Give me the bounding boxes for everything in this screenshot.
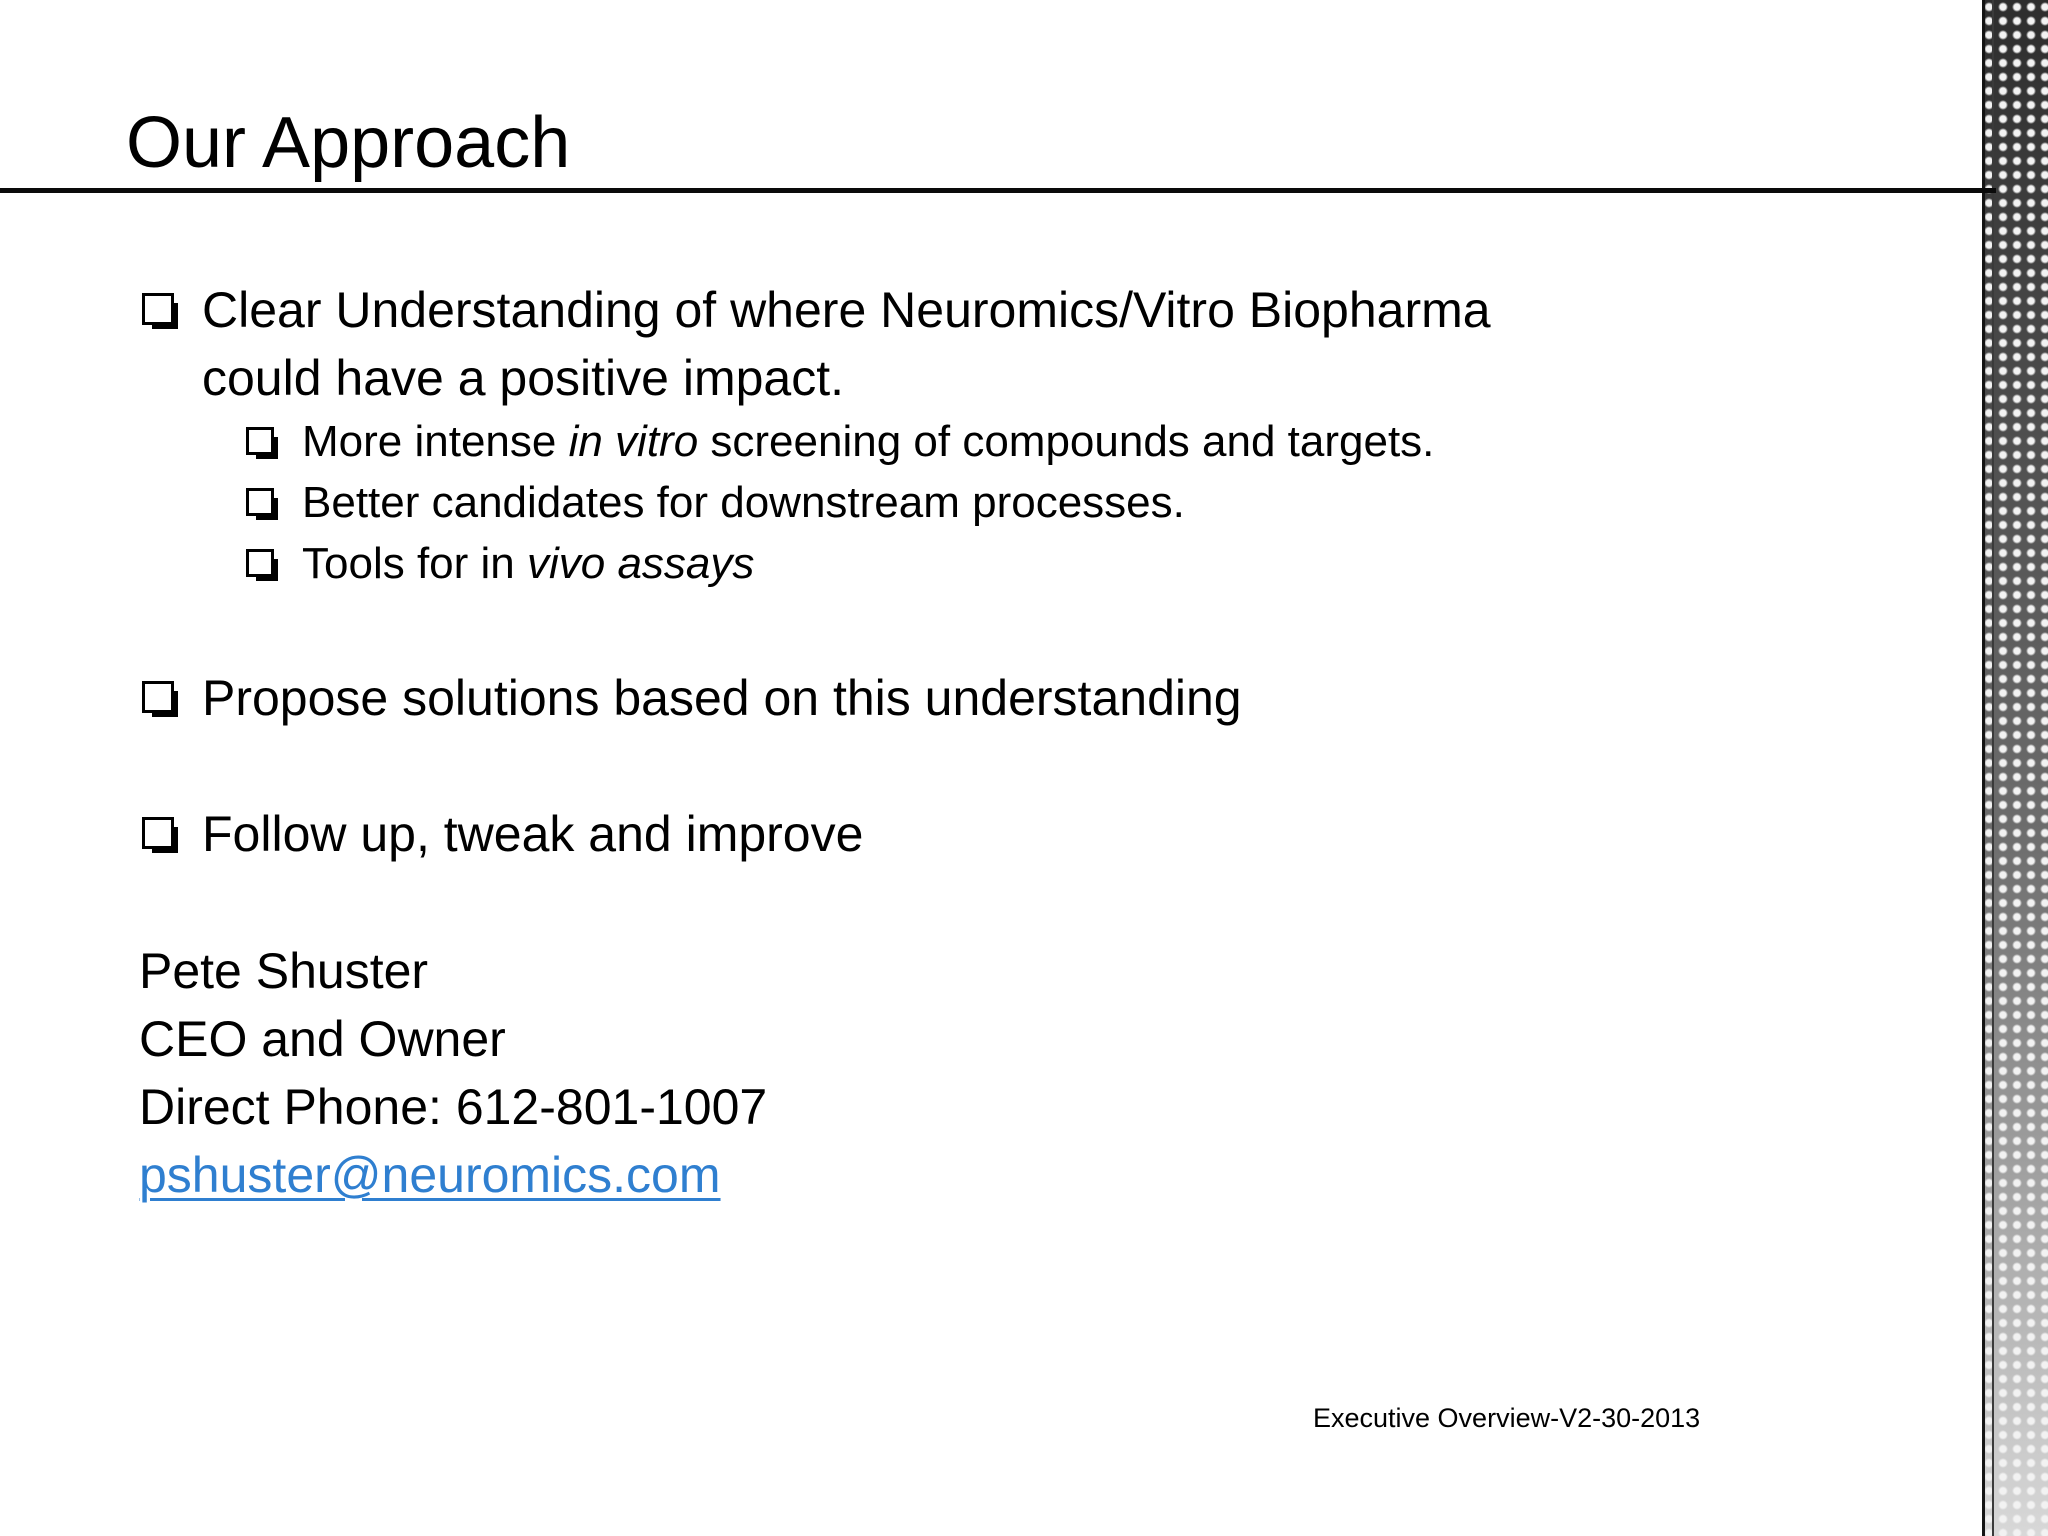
bullet-follow-up (142, 800, 863, 868)
subbullet-in-vitro-screening (246, 411, 1434, 472)
subbullet-italic-term: in vitro (568, 417, 699, 466)
bullet-propose-solutions (142, 664, 1242, 732)
bullet-text (202, 276, 1491, 412)
contact-email-line (139, 1141, 721, 1209)
footer-version-label: Executive Overview-V2-30-2013 (1313, 1403, 1701, 1433)
bullet-understanding (142, 276, 1491, 412)
checkbox-square-icon (246, 488, 274, 516)
edge-divider-line (1982, 0, 1985, 1536)
contact-role: CEO and Owner (139, 1011, 506, 1067)
subbullet-text-part: More intense (302, 417, 569, 466)
bullet-text: Follow up, tweak and improve (202, 806, 864, 862)
subbullet-text-part: screening of compounds and targets. (698, 417, 1435, 466)
contact-name: Pete Shuster (139, 943, 429, 999)
checkbox-square-icon (246, 427, 274, 455)
checkbox-square-icon (142, 681, 174, 713)
subbullet-text (302, 533, 754, 594)
contact-email-link[interactable]: pshuster@neuromics.com (139, 1147, 721, 1203)
bullet-line: could have a positive impact. (202, 350, 845, 406)
slide-title: Our Approach (126, 103, 571, 183)
edge-divider-line-inner (1992, 0, 1994, 1536)
subbullet-in-vivo-tools (246, 533, 754, 594)
bullet-line: Clear Understanding of where Neuromics/Vitro Biopharma (202, 282, 1491, 338)
checkbox-square-icon (142, 293, 174, 325)
subbullet-text (302, 472, 1185, 533)
subbullet-text-part: Better candidates for downstream processes. (302, 478, 1185, 527)
subbullet-better-candidates (246, 472, 1185, 533)
subbullet-italic-term: vivo assays (526, 539, 755, 588)
subbullet-text-part: Tools for in (302, 539, 527, 588)
contact-phone: Direct Phone: 612-801-1007 (139, 1079, 768, 1135)
checkbox-square-icon (142, 817, 174, 849)
subbullet-text (302, 411, 1434, 472)
checkbox-square-icon (246, 549, 274, 577)
title-underline-rule (0, 188, 1996, 193)
bullet-text: Propose solutions based on this understanding (202, 670, 1242, 726)
